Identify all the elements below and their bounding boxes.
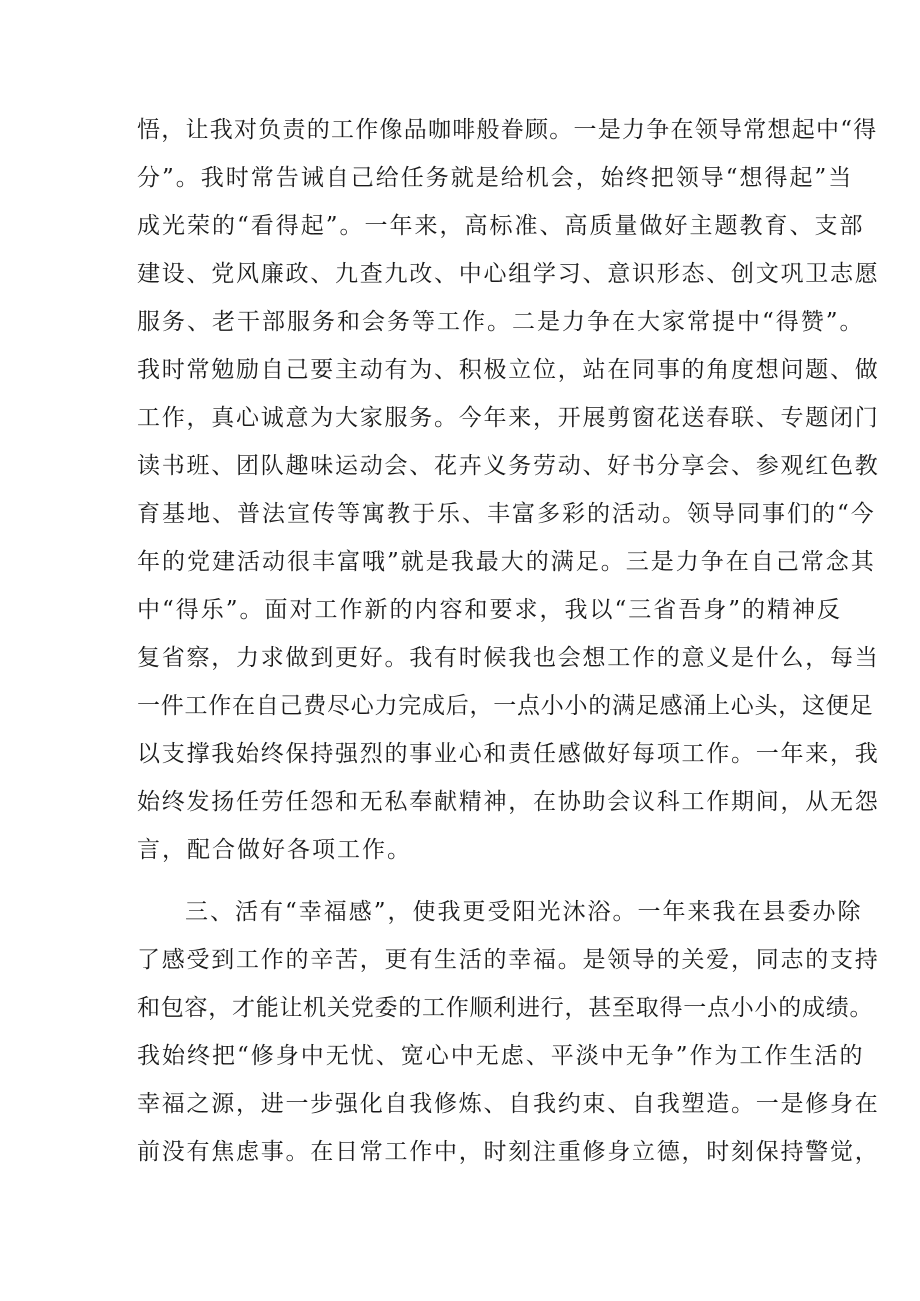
text-line: 育基地、普法宣传等寓教于乐、丰富多彩的活动。领导同事们的“今	[137, 501, 876, 527]
text-line: 幸福之源，进一步强化自我修炼、自我约束、自我塑造。一是修身在	[137, 1091, 880, 1117]
text-line: 三、活有“幸福感”，使我更受阳光沐浴。一年来我在县委办除	[185, 899, 863, 925]
text-line: 前没有焦虑事。在日常工作中，时刻注重修身立德，时刻保持警觉，	[137, 1139, 880, 1165]
text-line: 我始终把“修身中无忧、宽心中无虑、平淡中无争”作为工作生活的	[137, 1043, 865, 1069]
text-line: 始终发扬任劳任怨和无私奉献精神，在协助会议科工作期间，从无怨	[137, 789, 880, 815]
text-line: 悟，让我对负责的工作像品咖啡般眷顾。一是力争在领导常想起中“得	[137, 117, 878, 143]
text-line: 建设、党风廉政、九查九改、中心组学习、意识形态、创文巩卫志愿	[137, 261, 880, 287]
text-line: 一件工作在自己费尽心力完成后，一点小小的满足感涌上心头，这便足	[137, 693, 874, 719]
text-line: 工作，真心诚意为大家服务。今年来，开展剪窗花送春联、专题闭门	[137, 405, 880, 431]
text-line: 年的党建活动很丰富哦”就是我最大的满足。三是力争在自己常念其	[137, 549, 876, 575]
text-line: 读书班、团队趣味运动会、花卉义务劳动、好书分享会、参观红色教	[137, 453, 880, 479]
text-line: 成光荣的“看得起”。一年来，高标准、高质量做好主题教育、支部	[137, 213, 865, 239]
text-line: 服务、老干部服务和会务等工作。二是力争在大家常提中“得赞”。	[137, 309, 865, 335]
text-line: 了感受到工作的辛苦，更有生活的幸福。是领导的关爱，同志的支持	[137, 947, 880, 973]
text-line: 我时常勉励自己要主动有为、积极立位，站在同事的角度想问题、做	[137, 357, 880, 383]
text-line: 分”。我时常告诫自己给任务就是给机会，始终把领导“想得起”当	[137, 165, 854, 191]
text-line: 复省察，力求做到更好。我有时候我也会想工作的意义是什么，每当	[137, 645, 880, 671]
text-line: 言，配合做好各项工作。	[137, 837, 412, 863]
text-line: 和包容，才能让机关党委的工作顺利进行，甚至取得一点小小的成绩。	[137, 995, 874, 1021]
text-line: 以支撑我始终保持强烈的事业心和责任感做好每项工作。一年来，我	[137, 741, 880, 767]
text-line: 中“得乐”。面对工作新的内容和要求，我以“三省吾身”的精神反	[137, 597, 843, 623]
